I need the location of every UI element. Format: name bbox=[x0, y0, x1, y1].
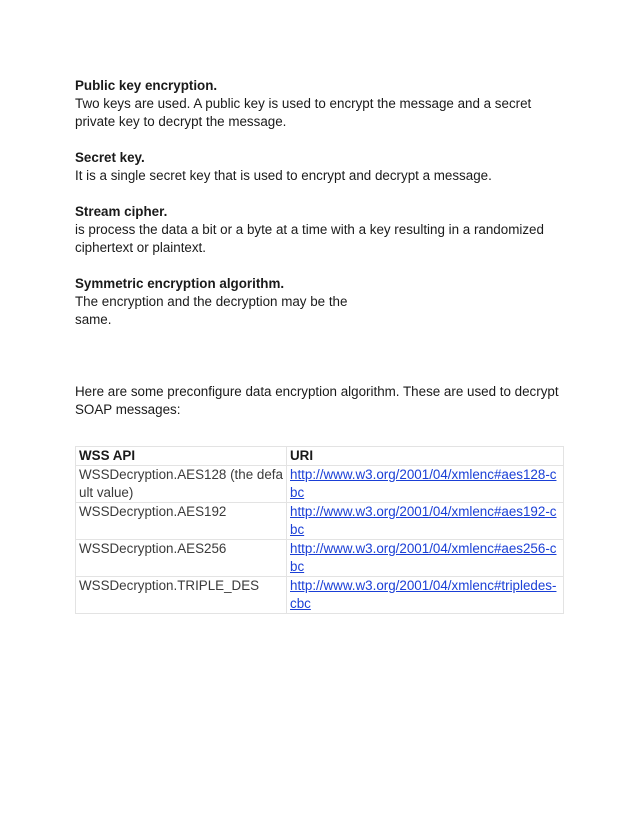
uri-link-aes128[interactable]: http://www.w3.org/2001/04/xmlenc#aes128-cbc bbox=[290, 467, 557, 500]
header-wss-api: WSS API bbox=[76, 447, 287, 466]
uri-cell bbox=[287, 466, 564, 503]
document-page bbox=[75, 77, 565, 614]
api-cell: WSSDecryption.TRIPLE_DES bbox=[76, 577, 287, 614]
definition-symmetric-encryption bbox=[75, 275, 565, 329]
definition-text-stream-cipher: is process the data a bit or a byte at a time with a key resulting in a randomized ciphertext or plaintext. bbox=[75, 222, 544, 255]
uri-link-aes192[interactable]: http://www.w3.org/2001/04/xmlenc#aes192-cbc bbox=[290, 504, 557, 537]
term-public-key: Public key encryption. bbox=[75, 78, 218, 93]
intro-paragraph: Here are some preconfigure data encryption algorithm. These are used to decrypt SOAP messages: bbox=[75, 384, 559, 417]
table-row bbox=[76, 503, 564, 540]
encryption-algorithm-table bbox=[75, 446, 564, 614]
definition-stream-cipher bbox=[75, 203, 565, 257]
uri-cell bbox=[287, 577, 564, 614]
definition-text-secret-key: It is a single secret key that is used to encrypt and decrypt a message. bbox=[75, 168, 492, 183]
definition-secret-key bbox=[75, 149, 565, 185]
table-row bbox=[76, 466, 564, 503]
api-cell: WSSDecryption.AES192 bbox=[76, 503, 287, 540]
uri-link-aes256[interactable]: http://www.w3.org/2001/04/xmlenc#aes256-cbc bbox=[290, 541, 557, 574]
table-row bbox=[76, 540, 564, 577]
uri-link-tripledes[interactable]: http://www.w3.org/2001/04/xmlenc#tripledes-cbc bbox=[290, 578, 557, 611]
definition-text-symmetric-encryption: The encryption and the decryption may be the same. bbox=[75, 294, 348, 327]
definition-public-key bbox=[75, 77, 565, 131]
api-cell: WSSDecryption.AES128 (the default value) bbox=[76, 466, 287, 503]
uri-cell bbox=[287, 503, 564, 540]
term-secret-key: Secret key. bbox=[75, 150, 145, 165]
definition-text-public-key: Two keys are used. A public key is used to encrypt the message and a secret private key to decrypt the message. bbox=[75, 96, 532, 129]
term-stream-cipher: Stream cipher. bbox=[75, 204, 168, 219]
header-uri: URI bbox=[287, 447, 564, 466]
uri-cell bbox=[287, 540, 564, 577]
table-header-row bbox=[76, 447, 564, 466]
api-cell: WSSDecryption.AES256 bbox=[76, 540, 287, 577]
table-row bbox=[76, 577, 564, 614]
term-symmetric-encryption: Symmetric encryption algorithm. bbox=[75, 276, 285, 291]
